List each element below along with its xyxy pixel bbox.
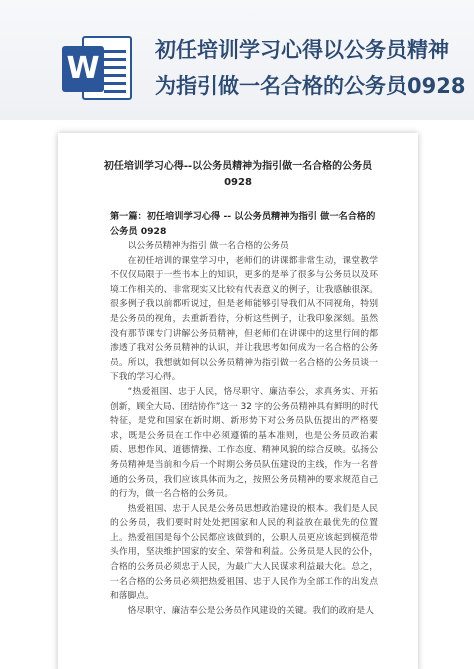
document-body — [110, 239, 378, 618]
section-heading: 第一篇：初任培训学习心得 -- 以公务员精神为指引 做一名合格的公务员 0928 — [110, 211, 376, 237]
paragraph: 热爱祖国、忠于人民是公务员思想政治建设的根本。我们是人民的公务员，我们要时时处处把国家和人民的利益放在最优先的位置上。热爱祖国是每个公民都应该做到的，公职人员更应该起到模范带头作用，坚决维护国家的安全、荣誉和利益。公务员是人民的公仆，合格的公务员必须忠于人民，为最广大人民谋求利益最大化。总之，一名合格的公务员必须把热爱祖国、忠于人民作为全部工作的出发点和落脚点。 — [110, 503, 378, 602]
word-icon — [62, 34, 134, 106]
paragraph: 恪尽职守、廉洁奉公是公务员作风建设的关键。我们的政府是人 — [127, 605, 374, 616]
document-page — [58, 133, 418, 669]
paragraph: “热爱祖国、忠于人民，恪尽职守、廉洁奉公，求真务实、开拓创新，顾全大局、团结协作”这一 32 字的公务员精神具有鲜明的时代特征，是党和国家在新时期、新形势下对公务员队伍提出的严格要求，既是公务员在工作中必须遵循的基本准则，也是公务员政治素质、思想作风、道德情操、工作态度、精神风貌的综合反映。弘扬公务员精神是当前和今后一个时期公务员队伍建设的主线，作为一名普通的公务员，我们应该具体而为之，按照公务员精神的要求规范自己的行为，做一名合格的公务员。 — [110, 386, 378, 500]
word-letter-badge: W — [62, 46, 104, 92]
document-title: 初任培训学习心得--以公务员精神为指引做一名合格的公务员0928 — [103, 161, 373, 188]
paragraph: 以公务员精神为指引 做一名合格的公务员 — [127, 241, 289, 251]
page-header — [0, 0, 474, 120]
paragraph: 在初任培训的课堂学习中，老师们的讲课都非常生动，课堂教学不仅仅局限于一些书本上的知识，更多的是举了很多与公务员以及环境工作相关的、非常现实又比较有代表意义的例子，让我感触很深。很多例子我以前都听说过，但是老师能够引导我们从不同视角，特别是公务员的视角，去重新看待，分析这些例子，让我印象深刻。虽然没有那节课专门讲解公务员精神，但老师们在讲课中的这里行间的都渗透了我对公务员精神的认识，并让我思考如何成为一名合格的公务员。所以，我想就如何以公务员精神为指引做一名合格的公务员谈一下我的学习心得。 — [110, 255, 378, 383]
page-title: 初任培训学习心得以公务员精神为指引做一名合格的公务员0928 — [155, 38, 466, 98]
